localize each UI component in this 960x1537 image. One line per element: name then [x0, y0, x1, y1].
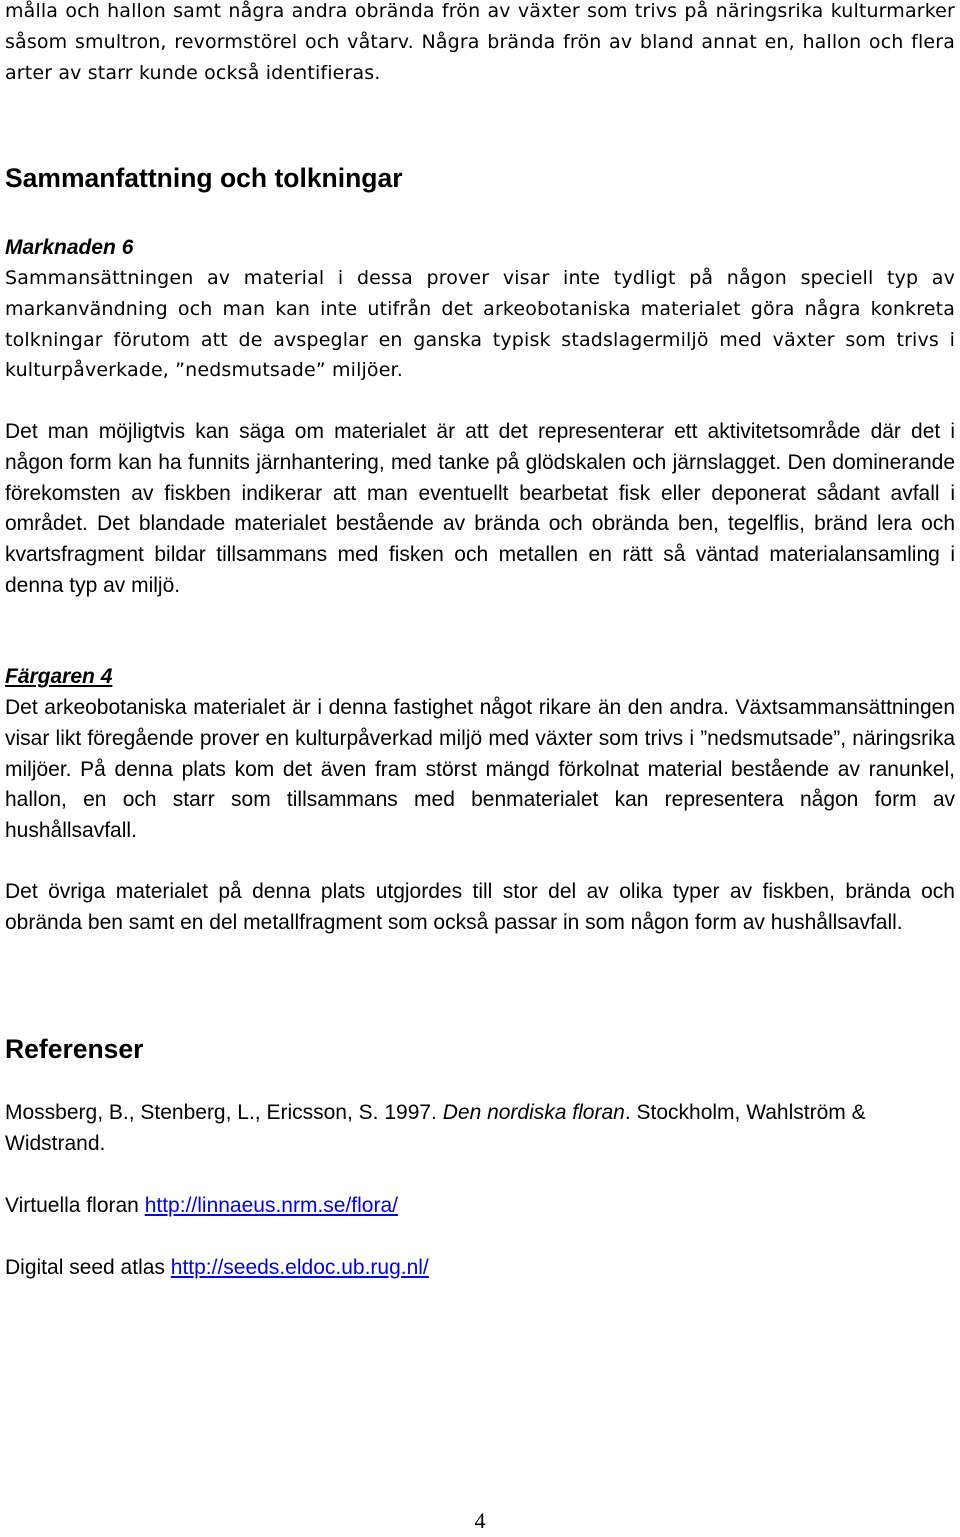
reference-digital-seed-atlas — [5, 1252, 955, 1283]
marknaden-paragraph-2: Det man möjligtvis kan säga om materialet är att det representerar ett aktivitetsområde där det i någon form kan ha funnits järnhantering, med tanke på glödskalen och järnslagget. Den dominerande förekomsten av fiskben indikerar att man eventuellt bearbetat fisk eller deponerat sådant avfall i området. Det blandade materialet bestående av brända och obrända ben, tegelflis, bränd lera och kvartsfragment bildar tillsammans med fisken och metallen en rätt så väntad materialansamling i denna typ av miljö. — [5, 420, 955, 597]
virtuella-floran-link[interactable]: http://linnaeus.nrm.se/flora/ — [144, 1194, 398, 1217]
reference-label: Virtuella floran — [5, 1194, 145, 1217]
reference-virtuella-floran — [5, 1190, 955, 1221]
marknaden-paragraph-1: Sammansättningen av material i dessa prover visar inte tydligt på någon speciell typ av markanvändning och man kan inte utifrån det arkeobotaniska materialet göra några konkreta tolkningar förutom att de avspeglar en ganska typisk stadslagermiljö med växter som trivs i kulturpåverkade, ”nedsmutsade” miljöer. — [5, 267, 955, 382]
reference-mossberg — [5, 1097, 955, 1159]
reference-book-title: Den nordiska floran — [442, 1101, 625, 1124]
page-number: 4 — [474, 1508, 486, 1533]
fargaren-paragraph-2: Det övriga materialet på denna plats utgjordes till stor del av olika typer av fiskben, brända och obrända ben samt en del metallfragment som också passar in som någon form av hushållsavfall. — [5, 880, 955, 934]
reference-authors: Mossberg, B., Stenberg, L., Ericsson, S. 1997. — [5, 1101, 443, 1124]
digital-seed-atlas-link[interactable]: http://seeds.eldoc.ub.rug.nl/ — [170, 1256, 429, 1279]
intro-paragraph: målla och hallon samt några andra obrända frön av växter som trivs på näringsrika kulturmarker såsom smultron, revormstörel och våtarv. Några brända frön av bland annat en, hallon och flera arter av starr kunde också identifieras. — [5, 0, 955, 84]
section-heading-summary: Sammanfattning och tolkningar — [5, 163, 403, 193]
reference-publisher: . Stockholm, Wahlström & Widstrand. — [5, 1101, 866, 1155]
reference-label: Digital seed atlas — [5, 1256, 171, 1279]
section-heading-references: Referenser — [5, 1034, 144, 1064]
subheading-marknaden: Marknaden 6 — [5, 236, 134, 259]
fargaren-paragraph-1: Det arkeobotaniska materialet är i denna fastighet något rikare än den andra. Växtsammansättningen visar likt föregående prover en kulturpåverkad miljö med växter som trivs i ”nedsmutsade”, näringsrika miljöer. På denna plats kom det även fram störst mängd förkolnat material bestående av ranunkel, hallon, en och starr som tillsammans med benmaterialet kan representera någon form av hushållsavfall. — [5, 696, 955, 843]
subheading-fargaren: Färgaren 4 — [5, 665, 113, 688]
